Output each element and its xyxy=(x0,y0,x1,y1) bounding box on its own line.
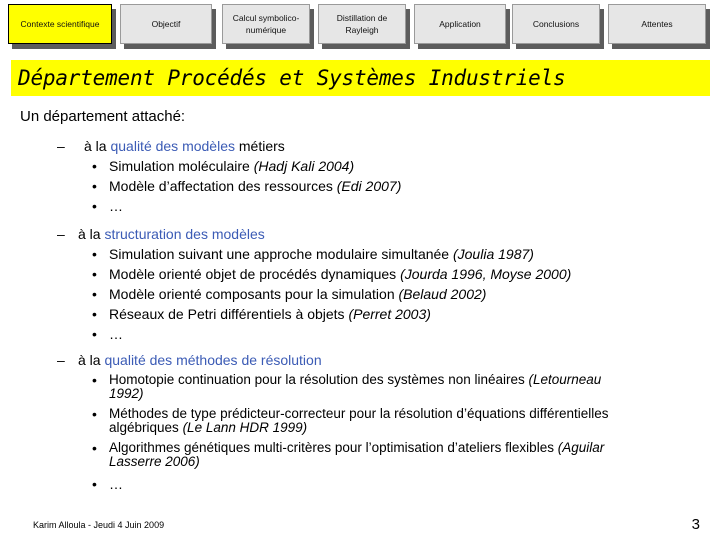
nav-conclusions[interactable] xyxy=(512,4,600,44)
bullet: • xyxy=(92,178,97,194)
section-dash: – xyxy=(57,352,65,368)
list-item: Simulation suivant une approche modulaire simultanée (Joulia 1987) xyxy=(109,246,534,262)
list-item: Modèle orienté objet de procédés dynamiques (Jourda 1996, Moyse 2000) xyxy=(109,266,572,282)
section-link[interactable]: qualité des modèles xyxy=(110,138,235,154)
bullet: • xyxy=(92,286,97,302)
bullet: • xyxy=(92,326,97,342)
list-item: Algorithmes génétiques multi-critères pour l’optimisation d’ateliers flexibles (Aguilar xyxy=(109,440,605,455)
bullet: • xyxy=(92,406,97,422)
intro-text: Un département attaché: xyxy=(20,108,186,125)
section-heading: à la structuration des modèles xyxy=(78,226,265,242)
nav-label: Contexte scientifique xyxy=(20,19,100,29)
bullet: • xyxy=(92,476,97,492)
nav-attentes[interactable] xyxy=(608,4,706,44)
section-dash: – xyxy=(57,226,65,242)
page-number: 3 xyxy=(691,516,700,533)
list-item: Méthodes de type prédicteur-correcteur pour la résolution d’équations différentielles xyxy=(109,406,609,421)
nav-label: Calcul symbolico-numérique xyxy=(232,13,300,35)
list-item: Modèle d’affectation des ressources (Edi 2007) xyxy=(109,178,402,194)
nav-label: Distillation de Rayleigh xyxy=(336,13,388,35)
bullet: • xyxy=(92,198,97,214)
section-link[interactable]: qualité des méthodes de résolution xyxy=(104,352,322,368)
nav-label: Objectif xyxy=(151,19,181,29)
nav-objectif[interactable] xyxy=(120,4,212,44)
list-item-continuation: Lasserre 2006) xyxy=(109,454,200,469)
title-band xyxy=(11,60,710,96)
bullet: • xyxy=(92,246,97,262)
nav-contexte-scientifique[interactable] xyxy=(8,4,112,44)
nav-label: Conclusions xyxy=(532,19,580,29)
bullet: • xyxy=(92,158,97,174)
nav-label: Application xyxy=(439,19,481,29)
list-item: … xyxy=(109,326,123,342)
list-item: Réseaux de Petri différentiels à objets (Perret 2003) xyxy=(109,306,431,322)
list-item: Modèle orienté composants pour la simulation (Belaud 2002) xyxy=(109,286,487,302)
bullet: • xyxy=(92,306,97,322)
section-heading: à la qualité des méthodes de résolution xyxy=(78,352,322,368)
section-heading: à la qualité des modèles métiers xyxy=(84,138,285,154)
list-item-continuation: algébriques (Le Lann HDR 1999) xyxy=(109,420,308,435)
list-item-continuation: 1992) xyxy=(109,386,144,401)
bullet: • xyxy=(92,372,97,388)
list-item: … xyxy=(109,198,123,214)
nav-application[interactable] xyxy=(414,4,506,44)
bullet: • xyxy=(92,266,97,282)
nav-label: Attentes xyxy=(641,19,673,29)
list-item: Homotopie continuation pour la résolution des systèmes non linéaires (Letourneau xyxy=(109,372,602,387)
section-dash: – xyxy=(57,138,65,154)
section-link[interactable]: structuration des modèles xyxy=(104,226,265,242)
nav-distillation-rayleigh[interactable] xyxy=(318,4,406,44)
page-title: Département Procédés et Systèmes Industriels xyxy=(18,66,566,90)
list-item: … xyxy=(109,476,123,492)
nav-calcul-symbolico-numerique[interactable] xyxy=(222,4,310,44)
list-item: Simulation moléculaire (Hadj Kali 2004) xyxy=(109,158,355,174)
bullet: • xyxy=(92,440,97,456)
top-navigation xyxy=(0,0,720,52)
footer-text: Karim Alloula - Jeudi 4 Juin 2009 xyxy=(33,520,165,530)
